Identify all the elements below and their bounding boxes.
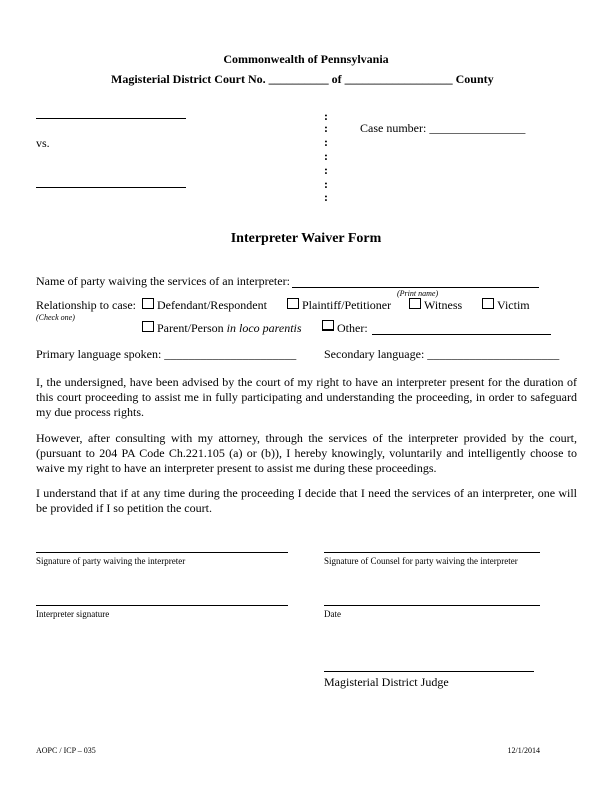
date-label: Date [324,609,341,619]
caption-colon: : [324,149,328,163]
form-date: 12/1/2014 [507,746,540,755]
vs-label: vs. [36,136,50,150]
caption-colon: : [324,177,328,191]
plaintiff-name-line[interactable] [36,118,186,119]
caption-colon: : [324,163,328,177]
paragraph-waiver: However, after consulting with my attorney, through the services of the interpreter provided by the court, (pursuant to 204 PA Code Ch.221.105 (a) or (b)), I hereby knowingly, voluntarily and intelligently choose to waive my right to have an interpreter present to assist me during these proceedings. [36,431,577,475]
caption-colon: : [324,109,328,123]
counsel-signature-line[interactable] [324,552,540,553]
other-label: Other: [337,321,368,335]
party-signature-line[interactable] [36,552,288,553]
caption-colon: : [324,135,328,149]
caption-colon: : [324,121,328,135]
paragraph-petition: I understand that if at any time during the proceeding I decide that I need the services of an interpreter, one will be provided if I so petition the court. [36,486,577,515]
date-line[interactable] [324,605,540,606]
relationship-label: Relationship to case: [36,298,136,312]
parent-checkbox[interactable] [142,321,154,332]
defendant-checkbox[interactable] [142,298,154,309]
paragraph-rights: I, the undersigned, have been advised by the court of my right to have an interpreter present for the duration of this court proceeding to assist me in fully participating and understanding the proceeding, in order to safeguard my due process rights. [36,375,577,419]
interpreter-signature-line[interactable] [36,605,288,606]
plaintiff-checkbox[interactable] [287,298,299,309]
in-loco-parentis-text: in loco parentis [226,321,302,335]
court-number-label: Magisterial District Court No. __________ of [111,72,342,86]
form-id: AOPC / ICP – 035 [36,746,96,755]
party-name-field[interactable] [292,287,539,288]
defendant-name-line[interactable] [36,187,186,188]
parent-label [157,321,302,336]
other-field[interactable] [372,334,551,335]
print-name-hint: (Print name) [397,289,439,298]
parent-label-text: Parent/Person [157,321,227,335]
check-one-hint: (Check one) [36,313,75,322]
case-number-label: Case number: ________________ [360,121,526,135]
caption-colon: : [324,190,328,204]
form-title: Interpreter Waiver Form [230,231,382,246]
witness-label: Witness [424,298,463,312]
interpreter-signature-label: Interpreter signature [36,609,110,619]
other-checkbox[interactable] [322,320,334,331]
primary-language-field[interactable]: Primary language spoken: ______________________ [36,347,297,361]
party-signature-label: Signature of party waiving the interpreter [36,556,186,566]
victim-label: Victim [497,298,530,312]
secondary-language-field[interactable]: Secondary language: ______________________ [324,347,560,361]
plaintiff-label: Plaintiff/Petitioner [302,298,392,312]
witness-checkbox[interactable] [409,298,421,309]
county-label: __________________ County [344,72,494,86]
counsel-signature-label: Signature of Counsel for party waiving the interpreter [324,556,518,566]
header-title: Commonwealth of Pennsylvania [223,52,389,66]
party-name-label: Name of party waiving the services of an interpreter: [36,274,290,288]
victim-checkbox[interactable] [482,298,494,309]
defendant-label: Defendant/Respondent [157,298,267,312]
judge-signature-line[interactable] [324,671,534,672]
court-line [111,72,494,87]
judge-label: Magisterial District Judge [324,675,449,689]
